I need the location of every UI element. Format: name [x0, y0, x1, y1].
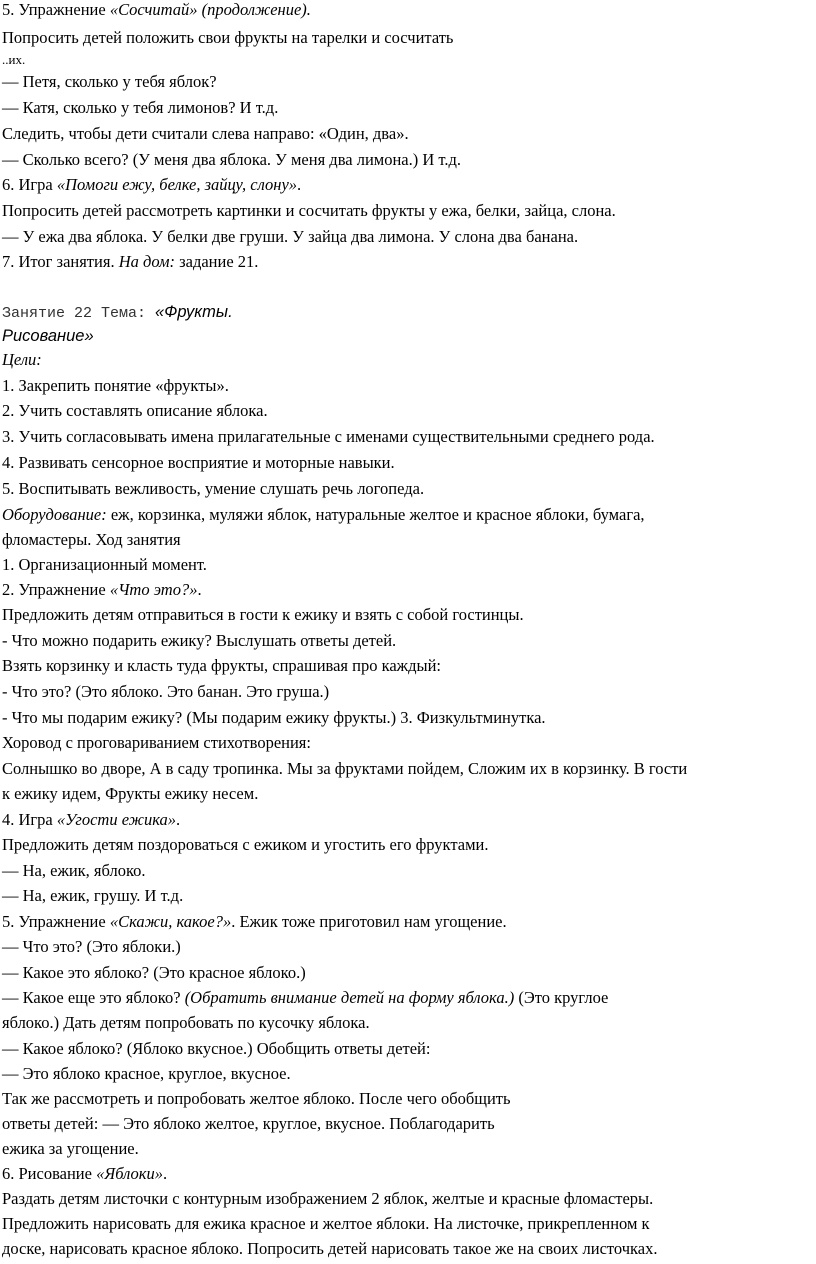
- goal-item: 5. Воспитывать вежливость, умение слушать речь логопеда.: [2, 479, 425, 498]
- line-continuation: ..их.: [2, 52, 26, 67]
- line-instruction: Предложить детям отправиться в гости к ежику и взять с собой гостинцы.: [2, 605, 524, 624]
- line-instruction: Предложить нарисовать для ежика красное и желтое яблоки. На листочке, прикрепленном к: [2, 1214, 650, 1233]
- line-summary-7: 7. Итог занятия. На дом: задание 21.: [2, 252, 259, 271]
- line-game-6: 6. Игра «Помоги ежу, белке, зайцу, слону».: [2, 175, 302, 194]
- step-1: 1. Организационный момент.: [2, 555, 207, 574]
- line-dialog: — Какое яблоко? (Яблоко вкусное.) Обобщить ответы детей:: [2, 1039, 431, 1058]
- line-dialog: — Катя, сколько у тебя лимонов? И т.д.: [2, 98, 279, 117]
- step-5: 5. Упражнение «Скажи, какое?». Ежик тоже приготовил нам угощение.: [2, 912, 507, 931]
- line-instruction: Взять корзинку и класть туда фрукты, спрашивая про каждый:: [2, 656, 441, 675]
- line-dialog: - Что можно подарить ежику? Выслушать ответы детей.: [2, 631, 397, 650]
- poem-line: Солнышко во дворе, А в саду тропинка. Мы за фруктами пойдем, Сложим их в корзинку. В гости: [2, 759, 688, 778]
- line-dialog-cont: яблоко.) Дать детям попробовать по кусочку яблока.: [2, 1013, 370, 1032]
- line-dialog: — Сколько всего? (У меня два яблока. У меня два лимона.) И т.д.: [2, 150, 462, 169]
- line-instruction: ответы детей: — Это яблоко желтое, круглое, вкусное. Поблагодарить: [2, 1114, 495, 1133]
- line-dialog: - Что это? (Это яблоко. Это банан. Это груша.): [2, 682, 330, 701]
- poem-line: к ежику идем, Фрукты ежику несем.: [2, 784, 259, 803]
- line-dialog: — Какое это яблоко? (Это красное яблоко.): [2, 963, 306, 982]
- lesson-22-heading-cont: Рисование»: [2, 327, 94, 345]
- line-dialog: - Что мы подарим ежику? (Мы подарим ежику фрукты.) 3. Физкультминутка.: [2, 708, 546, 727]
- step-2: 2. Упражнение «Что это?».: [2, 580, 202, 599]
- line-instruction: Хоровод с проговариванием стихотворения:: [2, 733, 311, 752]
- line-instruction: ежика за угощение.: [2, 1139, 139, 1158]
- equipment-line-cont: фломастеры. Ход занятия: [2, 530, 181, 549]
- goal-item: 1. Закрепить понятие «фрукты».: [2, 376, 229, 395]
- step-6: 6. Рисование «Яблоки».: [2, 1164, 168, 1183]
- line-instruction: Раздать детям листочки с контурным изображением 2 яблок, желтые и красные фломастеры.: [2, 1189, 654, 1208]
- goals-label: Цели:: [2, 350, 42, 369]
- line-dialog: — На, ежик, грушу. И т.д.: [2, 886, 184, 905]
- line-instruction: Предложить детям поздороваться с ежиком и угостить его фруктами.: [2, 835, 489, 854]
- goal-item: 4. Развивать сенсорное восприятие и моторные навыки.: [2, 453, 395, 472]
- line-instruction: Попросить детей положить свои фрукты на тарелки и сосчитать: [2, 28, 454, 47]
- equipment-line: Оборудование: еж, корзинка, муляжи яблок, натуральные желтое и красное яблоки, бумага,: [2, 505, 645, 524]
- line-dialog: — Это яблоко красное, круглое, вкусное.: [2, 1064, 291, 1083]
- line-instruction: Следить, чтобы дети считали слева направо: «Один, два».: [2, 124, 409, 143]
- goal-item: 2. Учить составлять описание яблока.: [2, 401, 268, 420]
- line-instruction: доске, нарисовать красное яблоко. Попросить детей нарисовать такое же на своих листочках.: [2, 1239, 658, 1258]
- line-dialog: — Петя, сколько у тебя яблок?: [2, 72, 217, 91]
- line-exercise-5: 5. Упражнение «Сосчитай» (продолжение).: [2, 0, 311, 19]
- goal-item: 3. Учить согласовывать имена прилагательные с именами существительными среднего рода.: [2, 427, 655, 446]
- lesson-22-heading: Занятие 22 Тема: «Фрукты.: [2, 303, 233, 322]
- line-dialog: — Какое еще это яблоко? (Обратить внимание детей на форму яблока.) (Это круглое: [2, 988, 609, 1007]
- line-dialog: — У ежа два яблока. У белки две груши. У зайца два лимона. У слона два банана.: [2, 227, 579, 246]
- line-instruction: Попросить детей рассмотреть картинки и сосчитать фрукты у ежа, белки, зайца, слона.: [2, 201, 616, 220]
- line-instruction: Так же рассмотреть и попробовать желтое яблоко. После чего обобщить: [2, 1089, 511, 1108]
- line-dialog: — На, ежик, яблоко.: [2, 861, 146, 880]
- line-dialog: — Что это? (Это яблоки.): [2, 937, 181, 956]
- step-4: 4. Игра «Угости ежика».: [2, 810, 181, 829]
